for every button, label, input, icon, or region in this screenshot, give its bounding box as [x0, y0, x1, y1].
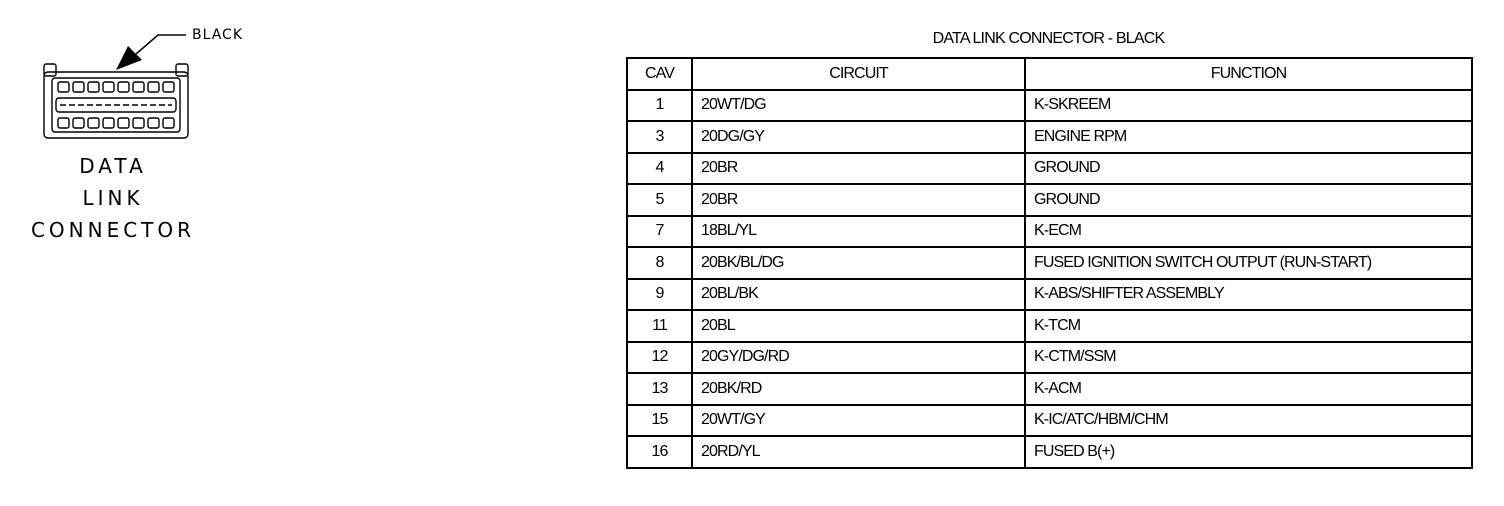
circuit-cell: 18BL/YL — [692, 216, 1025, 248]
circuit-cell: 20BR — [692, 153, 1025, 185]
cav-cell: 13 — [627, 373, 692, 405]
function-cell: GROUND — [1025, 153, 1472, 185]
cav-cell: 11 — [627, 310, 692, 342]
connector-body — [44, 64, 188, 138]
table-header-row — [627, 58, 1472, 90]
circuit-cell: 20BL/BK — [692, 279, 1025, 311]
circuit-cell: 20BL — [692, 310, 1025, 342]
terminal-top — [88, 82, 99, 92]
terminal-top — [163, 82, 174, 92]
caption-line-2: LINK — [82, 186, 144, 210]
table-row — [627, 247, 1472, 279]
terminal-bottom — [103, 118, 114, 128]
function-cell: ENGINE RPM — [1025, 121, 1472, 153]
terminal-top — [148, 82, 159, 92]
table-row — [627, 436, 1472, 468]
terminal-bottom — [58, 118, 69, 128]
connector-ear-left — [44, 64, 56, 76]
circuit-cell: 20BK/RD — [692, 373, 1025, 405]
function-cell: K-ACM — [1025, 373, 1472, 405]
function-cell: K-ABS/SHIFTER ASSEMBLY — [1025, 279, 1472, 311]
header-cav: CAV — [627, 58, 692, 90]
color-callout-label: BLACK — [192, 27, 244, 43]
cav-cell: 1 — [627, 90, 692, 122]
table-row — [627, 373, 1472, 405]
function-cell: FUSED IGNITION SWITCH OUTPUT (RUN-START) — [1025, 247, 1472, 279]
terminal-top — [118, 82, 129, 92]
terminal-bottom — [73, 118, 84, 128]
function-cell: K-ECM — [1025, 216, 1472, 248]
circuit-cell: 20WT/GY — [692, 405, 1025, 437]
function-cell: K-SKREEM — [1025, 90, 1472, 122]
callout-arrowhead — [116, 46, 142, 70]
terminal-bottom — [148, 118, 159, 128]
connector-ear-right — [176, 64, 188, 76]
cav-cell: 9 — [627, 279, 692, 311]
terminal-top — [133, 82, 144, 92]
cav-cell: 7 — [627, 216, 692, 248]
function-cell: GROUND — [1025, 184, 1472, 216]
table-row — [627, 279, 1472, 311]
table-row — [627, 310, 1472, 342]
circuit-cell: 20RD/YL — [692, 436, 1025, 468]
callout-leader — [136, 35, 186, 54]
function-cell: K-IC/ATC/HBM/CHM — [1025, 405, 1472, 437]
cav-cell: 5 — [627, 184, 692, 216]
caption-line-3: CONNECTOR — [30, 218, 196, 242]
terminal-top — [103, 82, 114, 92]
circuit-cell: 20GY/DG/RD — [692, 342, 1025, 374]
table-row — [627, 216, 1472, 248]
table-row — [627, 342, 1472, 374]
terminal-bottom — [133, 118, 144, 128]
connector-caption — [18, 150, 208, 246]
table-row — [627, 121, 1472, 153]
table-row — [627, 405, 1472, 437]
cav-cell: 4 — [627, 153, 692, 185]
cav-cell: 15 — [627, 405, 692, 437]
table-row — [627, 153, 1472, 185]
table-title: DATA LINK CONNECTOR - BLACK — [932, 30, 1165, 47]
cav-cell: 16 — [627, 436, 692, 468]
caption-line-1: DATA — [79, 154, 147, 178]
function-cell: K-TCM — [1025, 310, 1472, 342]
pinout-table — [626, 57, 1473, 469]
terminal-bottom — [163, 118, 174, 128]
circuit-cell: 20WT/DG — [692, 90, 1025, 122]
circuit-cell: 20DG/GY — [692, 121, 1025, 153]
table-row — [627, 184, 1472, 216]
terminal-top — [73, 82, 84, 92]
header-circuit: CIRCUIT — [692, 58, 1025, 90]
header-function: FUNCTION — [1025, 58, 1472, 90]
function-cell: FUSED B(+) — [1025, 436, 1472, 468]
table-row — [627, 90, 1472, 122]
terminal-bottom — [88, 118, 99, 128]
terminal-bottom — [118, 118, 129, 128]
circuit-cell: 20BK/BL/DG — [692, 247, 1025, 279]
function-cell: K-CTM/SSM — [1025, 342, 1472, 374]
terminal-top — [58, 82, 69, 92]
cav-cell: 12 — [627, 342, 692, 374]
cav-cell: 8 — [627, 247, 692, 279]
circuit-cell: 20BR — [692, 184, 1025, 216]
cav-cell: 3 — [627, 121, 692, 153]
